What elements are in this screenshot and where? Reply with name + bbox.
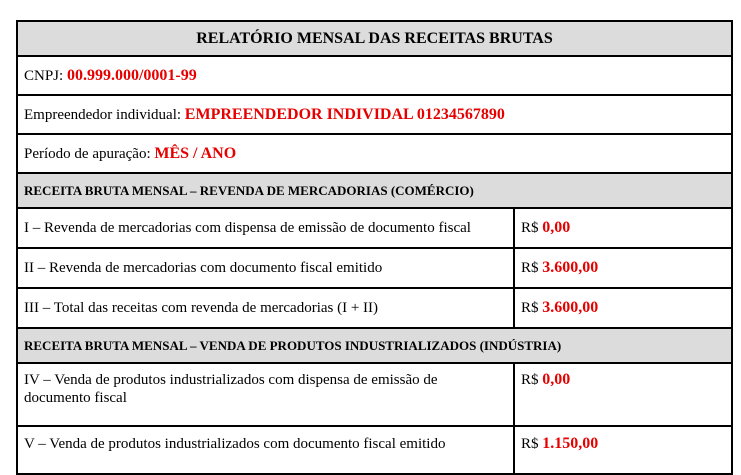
periodo-value: MÊS / ANO [154,144,237,162]
empreendedor-value: EMPREENDEDOR INDIVIDAL 01234567890 [184,105,505,123]
revenue-row-i [17,208,732,248]
section-heading-comercio: RECEITA BRUTA MENSAL – REVENDA DE MERCADORIAS (COMÉRCIO) [17,173,732,208]
section-heading-comercio-row [17,173,732,208]
cnpj-row [17,56,732,95]
periodo-label: Período de apuração: [24,145,151,162]
revenue-label-i: I – Revenda de mercadorias com dispensa de emissão de documento fiscal [17,208,514,248]
currency-symbol: R$ [521,372,539,388]
revenue-value-ii [514,248,732,288]
revenue-label-ii: II – Revenda de mercadorias com documento fiscal emitido [17,248,514,288]
cnpj-value: 00.999.000/0001-99 [66,66,197,84]
revenue-amount-iii: 3.600,00 [542,299,599,316]
section-heading-industria: RECEITA BRUTA MENSAL – VENDA DE PRODUTOS INDUSTRIALIZADOS (INDÚSTRIA) [17,328,732,363]
revenue-amount-ii: 3.600,00 [542,259,599,276]
revenue-row-ii [17,248,732,288]
revenue-amount-iv: 0,00 [542,371,571,388]
currency-symbol: R$ [521,436,539,452]
revenue-amount-v: 1.150,00 [542,435,599,452]
revenue-label-v: V – Venda de produtos industrializados com documento fiscal emitido [17,426,514,474]
section-heading-industria-row [17,328,732,363]
revenue-value-iii [514,288,732,328]
currency-symbol: R$ [521,300,539,316]
gross-revenue-report-table [16,20,733,475]
revenue-label-iii: III – Total das receitas com revenda de mercadorias (I + II) [17,288,514,328]
cnpj-label: CNPJ: [24,67,64,84]
currency-symbol: R$ [521,220,539,236]
revenue-value-i [514,208,732,248]
empreendedor-label: Empreendedor individual: [24,106,182,123]
periodo-row [17,134,732,173]
revenue-label-iv: IV – Venda de produtos industrializados com dispensa de emissão de documento fiscal [17,363,514,426]
revenue-row-iv [17,363,732,426]
empreendedor-row [17,95,732,134]
report-title: RELATÓRIO MENSAL DAS RECEITAS BRUTAS [17,21,732,56]
revenue-row-v [17,426,732,474]
report-title-row [17,21,732,56]
cnpj-cell [17,56,732,95]
currency-symbol: R$ [521,260,539,276]
revenue-value-v [514,426,732,474]
periodo-cell [17,134,732,173]
revenue-value-iv [514,363,732,426]
revenue-amount-i: 0,00 [542,219,571,236]
empreendedor-cell [17,95,732,134]
revenue-row-iii [17,288,732,328]
